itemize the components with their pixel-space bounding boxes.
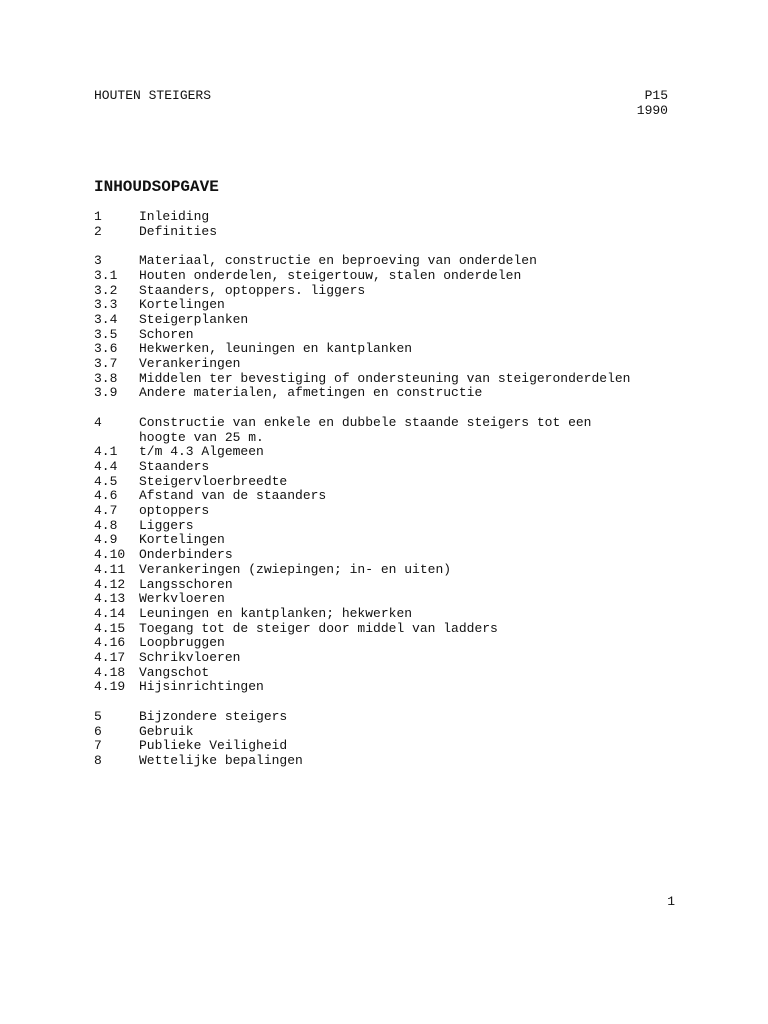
toc-entry-number: 4.10 [94, 547, 126, 563]
toc-entry [94, 460, 694, 475]
toc-entry-title: Langsschoren [139, 576, 233, 592]
toc-entry [94, 298, 694, 313]
toc-entry-title: Inleiding [139, 209, 210, 224]
toc-entry-number: 4.19 [94, 679, 126, 695]
toc-entry-title: Onderbinders [139, 547, 233, 563]
toc-entry-number: 4.13 [94, 591, 126, 607]
toc-entry-title: t/m 4.3 Algemeen [139, 444, 264, 460]
toc-entry-title: Staanders, optoppers. liggers [139, 282, 366, 298]
toc-entry-title: Steigerplanken [139, 311, 249, 327]
toc-entry-title: hoogte van 25 m. [139, 429, 264, 445]
toc-entry [94, 328, 694, 343]
toc-entry [94, 607, 694, 622]
toc-entry [94, 739, 694, 754]
toc-entry-number: 3.7 [94, 356, 118, 372]
toc-entry [94, 431, 694, 446]
toc-entry [94, 533, 694, 548]
toc-entry-number: 4.18 [94, 664, 126, 680]
toc-entry [94, 680, 694, 695]
toc-entry [94, 666, 694, 681]
toc-entry-number: 4.6 [94, 488, 118, 504]
toc-entry [94, 342, 694, 357]
toc-entry [94, 754, 694, 769]
toc-entry-number: 4.1 [94, 444, 118, 460]
toc-entry-title: Verankeringen (zwiepingen; in- en uiten) [139, 561, 452, 577]
toc-entry-number: 4.8 [94, 517, 118, 533]
toc-entry [94, 284, 694, 299]
toc-entry [94, 519, 694, 534]
toc-entry-title: Verankeringen [139, 356, 241, 372]
toc-group [94, 210, 694, 239]
toc-entry [94, 475, 694, 490]
toc-entry [94, 622, 694, 637]
toc-entry-number: 8 [94, 752, 102, 768]
toc-heading: INHOUDSOPGAVE [94, 178, 219, 196]
toc-entry-number: 4.11 [94, 561, 126, 577]
toc-entry [94, 254, 694, 269]
toc-entry-title: Loopbruggen [139, 635, 225, 651]
toc-entry-number: 4.15 [94, 620, 126, 636]
toc-entry [94, 210, 694, 225]
toc-entry-title: Liggers [139, 517, 194, 533]
toc-entry-title: Leuningen en kantplanken; hekwerken [139, 605, 413, 621]
toc-entry-number: 4.16 [94, 635, 126, 651]
toc-entry [94, 372, 694, 387]
toc-entry-title: Schoren [139, 326, 194, 342]
toc-entry [94, 710, 694, 725]
toc-group [94, 416, 694, 695]
toc-entry [94, 416, 694, 431]
toc-entry [94, 578, 694, 593]
toc-entry [94, 651, 694, 666]
table-of-contents [94, 210, 694, 783]
toc-entry-title: Hijsinrichtingen [139, 679, 264, 695]
toc-group [94, 254, 694, 401]
toc-entry-number: 4.5 [94, 473, 118, 489]
toc-entry-title: Materiaal, constructie en beproeving van onderdelen [139, 253, 537, 269]
toc-entry-number: 3.2 [94, 282, 118, 298]
toc-entry-title: Houten onderdelen, steigertouw, stalen onderdelen [139, 267, 522, 283]
toc-entry-title: Constructie van enkele en dubbele staande steigers tot een [139, 414, 592, 430]
toc-entry-title: Andere materialen, afmetingen en constructie [139, 385, 483, 401]
toc-entry-title: Afstand van de staanders [139, 488, 327, 504]
toc-entry-title: Definities [139, 223, 218, 239]
toc-entry [94, 563, 694, 578]
page-number: 1 [667, 894, 675, 909]
toc-entry-number: 7 [94, 738, 102, 754]
toc-entry-title: Kortelingen [139, 297, 225, 313]
toc-entry-number: 2 [94, 223, 102, 239]
toc-entry-number: 3.5 [94, 326, 118, 342]
toc-entry [94, 489, 694, 504]
toc-entry [94, 504, 694, 519]
toc-entry-number: 3.6 [94, 341, 118, 357]
toc-entry-number: 4 [94, 414, 102, 430]
toc-entry-title: Publieke Veiligheid [139, 738, 288, 754]
toc-entry-title: Toegang tot de steiger door middel van ladders [139, 620, 498, 636]
toc-entry [94, 445, 694, 460]
toc-entry-number: 3.4 [94, 311, 118, 327]
toc-entry-title: Hekwerken, leuningen en kantplanken [139, 341, 413, 357]
toc-entry [94, 269, 694, 284]
toc-group [94, 710, 694, 769]
toc-entry-number: 3.9 [94, 385, 118, 401]
toc-entry [94, 725, 694, 740]
toc-entry-title: Staanders [139, 458, 210, 474]
toc-entry-number: 4.9 [94, 532, 118, 548]
toc-entry-number: 3.1 [94, 267, 118, 283]
toc-entry-number: 4.12 [94, 576, 126, 592]
toc-entry-title: Bijzondere steigers [139, 708, 288, 724]
toc-entry-number: 1 [94, 209, 102, 224]
toc-entry-title: optoppers [139, 503, 210, 519]
toc-entry-number: 6 [94, 723, 102, 739]
toc-entry-title: Steigervloerbreedte [139, 473, 288, 489]
toc-entry-number: 4.4 [94, 458, 118, 474]
toc-entry-number: 3.3 [94, 297, 118, 313]
toc-entry-number [94, 431, 139, 446]
toc-entry [94, 386, 694, 401]
toc-entry-title: Gebruik [139, 723, 194, 739]
document-title: HOUTEN STEIGERS [94, 88, 212, 103]
document-year: 1990 [636, 102, 668, 118]
document-meta [637, 89, 668, 118]
toc-entry-number: 4.14 [94, 605, 126, 621]
toc-entry [94, 636, 694, 651]
toc-entry-number: 4.17 [94, 650, 126, 666]
toc-entry-number: 4.7 [94, 503, 118, 519]
toc-entry-title: Kortelingen [139, 532, 225, 548]
toc-entry [94, 313, 694, 328]
toc-entry [94, 225, 694, 240]
toc-entry [94, 548, 694, 563]
toc-entry [94, 357, 694, 372]
toc-entry [94, 592, 694, 607]
toc-entry-number: 3.8 [94, 370, 118, 386]
toc-entry-number: 5 [94, 708, 102, 724]
toc-entry-title: Wettelijke bepalingen [139, 752, 303, 768]
document-code: P15 [644, 88, 668, 103]
toc-entry-title: Schrikvloeren [139, 650, 241, 666]
toc-entry-title: Werkvloeren [139, 591, 225, 607]
toc-entry-title: Vangschot [139, 664, 210, 680]
toc-entry-number: 3 [94, 253, 102, 269]
toc-entry-title: Middelen ter bevestiging of ondersteuning van steigeronderdelen [139, 370, 631, 386]
